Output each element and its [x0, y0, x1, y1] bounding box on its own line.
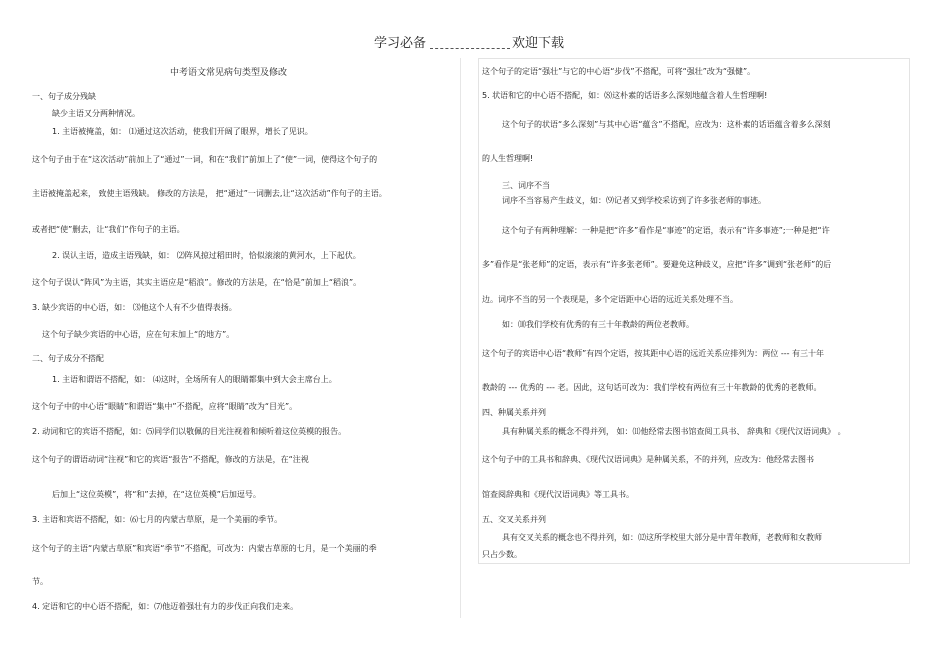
text-line: 主语被掩盖起来， 致使主语残缺。 修改的方法是， 把“通过”一词删去,让“这次活动”作句子的主语。	[32, 189, 387, 198]
text-line: 1. 主语和谓语不搭配，如： ⑷这时，全场所有人的眼睛都集中到大会主席台上。	[52, 375, 337, 384]
text-line: 这个句子的宾语中心语“教师”有四个定语，按其距中心语的远近关系应排列为：两位 --- 有三十年	[482, 349, 825, 358]
text-line: 这个句子误认“阵风”为主语，其实主语应是“稻浪”。修改的方法是，在“恰是”前加上“稻浪”。	[32, 278, 362, 287]
text-line: 如：⑽我们学校有优秀的有三十年教龄的两位老教师。	[502, 320, 694, 329]
section-heading: 五、交叉关系并列	[482, 515, 546, 524]
header-left-text: 学习必备	[374, 36, 427, 51]
text-line: 这个句子的主语“内蒙古草原”和宾语“季节”不搭配，可改为：内蒙古草原的七月，是一个美丽的季	[32, 544, 377, 553]
text-line: 具有种属关系的概念不得并列， 如：⑾他经常去图书馆查阅工具书、 辞典和《现代汉语词典》 。	[502, 427, 846, 436]
text-line: 具有交叉关系的概念也不得并列，如：⑿这所学校里大部分是中青年教师，老教师和女教师	[502, 533, 822, 542]
text-line: 词序不当容易产生歧义，如：⑼记者又到学校采访到了许多张老师的事迹。	[502, 196, 766, 205]
document-title: 中考语文常见病句类型及修改	[170, 68, 288, 78]
text-line: 这个句子中的中心语“眼睛”和谓语“集中”不搭配，应将“眼睛”改为“目光”。	[32, 402, 298, 411]
text-line: 的人生哲理啊!	[482, 154, 534, 163]
text-line: 这个句子缺少宾语的中心语，应在句末加上“的地方”。	[42, 330, 235, 339]
text-line: 这个句子的状语“多么深刻”与其中心语“蕴含”不搭配，应改为：这朴素的话语蕴含着多么深刻	[502, 120, 831, 129]
text-line: 4. 定语和它的中心语不搭配，如：⑺他迈着强壮有力的步伐正向我们走来。	[32, 602, 299, 611]
text-line: 教龄的 --- 优秀的 --- 老。因此，这句话可改为：我们学校有两位有三十年教龄的优秀的老教师。	[482, 383, 822, 392]
section-heading: 一、句子成分残缺	[32, 92, 96, 101]
text-line: 3. 主语和宾语不搭配，如：⑹七月的内蒙古草原，是一个美丽的季节。	[32, 515, 283, 524]
text-line: 这个句子中的工具书和辞典、《现代汉语词典》是种属关系，不的并列，应改为：他经常去图书	[482, 455, 814, 464]
text-line: 这个句子由于在“这次活动”前加上了“通过”一词，和在“我们”前加上了“使”一词，使得这个句子的	[32, 155, 378, 164]
text-line: 节。	[32, 577, 48, 586]
text-line: 后加上“这位英模”，将“和”去掉，在“这位英模”后加逗号。	[52, 490, 261, 499]
text-line: 边。词序不当的另一个表现是，多个定语距中心语的远近关系处理不当。	[482, 295, 738, 304]
text-line: 缺少主语又分两种情况。	[52, 109, 140, 118]
text-line: 2. 误认主语，造成主语残缺，如： ⑵阵风掠过稻田时，恰似滚滚的黄河水，上下起伏。	[52, 251, 361, 260]
section-heading: 四、种属关系并列	[482, 408, 546, 417]
section-heading: 二、句子成分不搭配	[32, 354, 104, 363]
text-line: 5. 状语和它的中心语不搭配，如：⑻这朴素的话语多么深刻地蕴含着人生哲理啊!	[482, 91, 768, 100]
text-line: 只占少数。	[482, 550, 522, 559]
text-line: 或者把“使”删去，让“我们”作句子的主语。	[32, 225, 185, 234]
text-line: 这个句子的定语“强壮”与它的中心语“步伐”不搭配，可将“强壮”改为“强健”。	[482, 67, 756, 76]
right-column-frame	[478, 58, 910, 564]
text-line: 这个句子的谓语动词“注视”和它的宾语“报告”不搭配，修改的方法是，在“注视	[32, 455, 309, 464]
text-line: 3. 缺少宾语的中心语，如： ⑶他这个人有不少值得表扬。	[32, 303, 237, 312]
text-line: 1. 主语被掩盖，如： ⑴通过这次活动，使我们开阔了眼界，增长了见识。	[52, 127, 313, 136]
column-divider	[460, 58, 461, 618]
section-heading: 三、词序不当	[502, 181, 550, 190]
text-line: 2. 动词和它的宾语不搭配，如：⑸同学们以敬佩的目光注视着和倾听着这位英模的报告。	[32, 427, 347, 436]
text-line: 多”看作是“张老师”的定语，表示有“许多张老师”。要避免这种歧义，应把“许多”调到“张老师”的后	[482, 260, 832, 269]
header-dashed-line	[430, 48, 510, 49]
header-right-text: 欢迎下载	[512, 36, 565, 51]
page-header	[374, 36, 574, 52]
text-line: 馆查阅辞典和《现代汉语词典》等工具书。	[482, 490, 634, 499]
text-line: 这个句子有两种理解：一种是把“许多”看作是“事迹”的定语，表示有“许多事迹”;一种是把“许	[502, 226, 830, 235]
